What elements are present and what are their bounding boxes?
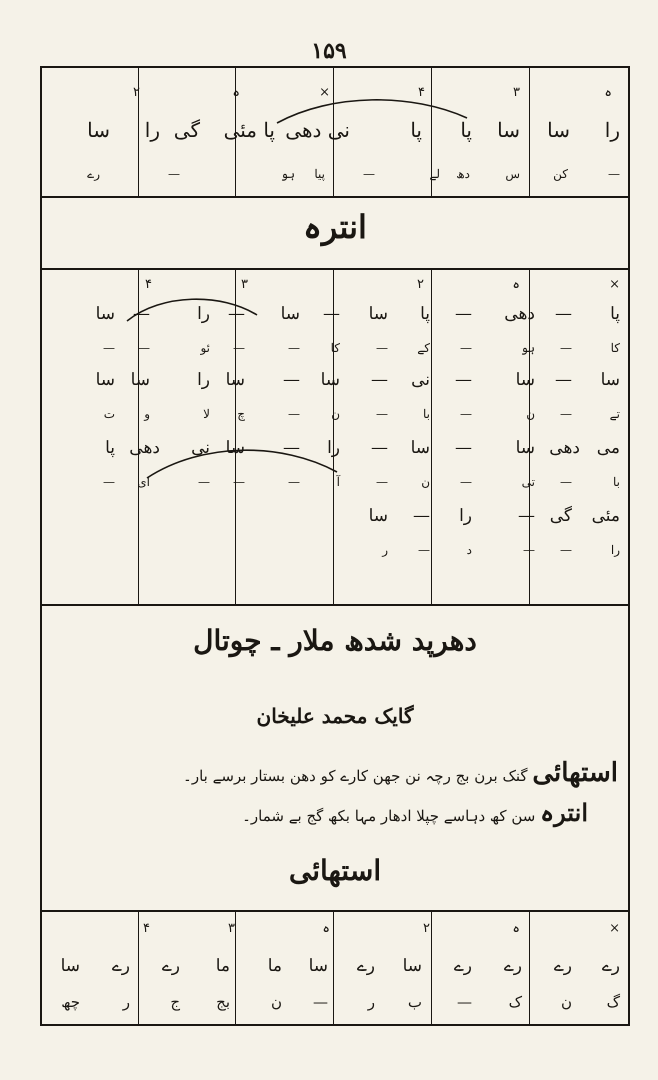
lyric-cell: —: [460, 407, 472, 421]
note-cell: —: [323, 304, 340, 324]
note-cell: سا: [402, 956, 422, 976]
lyric-cell: لا: [203, 407, 210, 421]
note-cell: رے: [503, 956, 522, 976]
lyric-cell: لے: [429, 167, 440, 181]
note-cell: سا: [225, 438, 245, 458]
sthai-label: استھائی: [532, 758, 618, 788]
divider: [42, 196, 628, 198]
lyric-cell: —: [560, 341, 572, 355]
note-cell: نی: [191, 438, 210, 458]
lyric-cell: کن: [553, 167, 568, 181]
lyric-cell: —: [460, 475, 472, 489]
note-cell: گی: [173, 118, 200, 142]
beat-mark: ×: [319, 85, 330, 100]
lyric-cell: گ: [606, 993, 620, 1011]
beat-mark: ۳: [513, 85, 520, 100]
note-cell: —: [371, 370, 388, 390]
beat-mark: ہ: [232, 85, 240, 100]
note-cell: نی دھی: [285, 118, 350, 142]
lyric-cell: ج: [170, 993, 180, 1011]
lyric-cell: ئو: [200, 341, 210, 355]
note-cell: —: [555, 304, 572, 324]
lyric-cell: —: [376, 475, 388, 489]
sthai-heading: استھائی: [288, 854, 382, 887]
lyric-cell: —: [608, 167, 620, 181]
sthai-lyrics-row: [42, 988, 628, 1016]
note-cell: را: [144, 118, 160, 142]
antra-heading: انترہ: [303, 208, 367, 246]
beat-mark: ۲: [423, 921, 430, 936]
lyric-cell: —: [560, 407, 572, 421]
lyric-cell: ہو: [520, 341, 535, 355]
lyric-cell: با: [613, 475, 620, 489]
note-cell: پا مئی: [223, 118, 275, 142]
top-lyrics-row: [42, 160, 628, 186]
lyric-cell: آ: [336, 475, 340, 489]
note-cell: سا: [497, 118, 520, 142]
note-cell: دھی: [129, 438, 160, 458]
lyric-cell: کا: [330, 341, 340, 355]
lyric-cell: —: [376, 407, 388, 421]
note-cell: پا: [460, 118, 472, 142]
sthai-notes-row: [42, 952, 628, 982]
lyric-cell: —: [168, 167, 180, 181]
note-cell: سا: [547, 118, 570, 142]
antra-row: [42, 300, 628, 328]
lyric-cell: را: [610, 543, 620, 557]
antra-row: [42, 468, 628, 496]
note-cell: —: [133, 304, 150, 324]
beat-mark: ہ: [512, 277, 520, 292]
lyric-cell: ای: [137, 475, 150, 489]
lyric-cell: —: [523, 543, 535, 557]
lyric-cell: —: [560, 543, 572, 557]
note-cell: پا: [420, 304, 430, 324]
lyric-cell: چ: [237, 407, 245, 421]
notation-frame: [40, 66, 630, 1026]
note-cell: —: [455, 370, 472, 390]
antra-row: [42, 434, 628, 462]
lyric-cell: —: [233, 475, 245, 489]
beat-mark: ۴: [145, 277, 152, 292]
lyric-cell: —: [288, 341, 300, 355]
sthai-beat-row: [42, 918, 628, 940]
lyric-cell: ن: [526, 407, 535, 421]
note-cell: را: [604, 118, 620, 142]
note-cell: —: [228, 304, 245, 324]
lyric-cell: —: [418, 543, 430, 557]
note-cell: —: [413, 506, 430, 526]
lyric-cell: —: [560, 475, 572, 489]
lyric-cell: کے: [417, 341, 430, 355]
lyric-cell: —: [198, 475, 210, 489]
note-cell: پا: [410, 118, 422, 142]
lyric-cell: —: [233, 341, 245, 355]
beat-mark: ×: [609, 277, 620, 292]
note-cell: سا: [515, 370, 535, 390]
lyric-cell: ن: [421, 475, 430, 489]
note-cell: رے: [553, 956, 572, 976]
antra-row: [42, 334, 628, 362]
note-cell: گی: [549, 506, 572, 526]
sthai-text: گنک برن بج رچہ نن جھن کارے کو دھن بستار برسے بار۔: [183, 767, 528, 785]
note-cell: رے: [111, 956, 130, 976]
lyric-cell: ر: [382, 543, 388, 557]
lyric-cell: —: [376, 341, 388, 355]
lyric-cell: س: [505, 167, 520, 181]
lyric-cell: ن: [331, 407, 340, 421]
beat-mark: ۳: [228, 921, 235, 936]
note-cell: نی: [411, 370, 430, 390]
note-cell: —: [283, 370, 300, 390]
note-cell: رے: [161, 956, 180, 976]
lyric-cell: —: [363, 167, 375, 181]
lyrics-sthai: [42, 758, 628, 788]
antra-label: انترہ: [540, 798, 588, 827]
beat-mark: ہ: [322, 921, 330, 936]
note-cell: —: [283, 438, 300, 458]
lyric-cell: —: [103, 475, 115, 489]
note-cell: سا: [600, 370, 620, 390]
lyric-cell: —: [103, 341, 115, 355]
lyric-cell: رے: [87, 167, 100, 181]
note-cell: را: [197, 370, 210, 390]
slur-arc: [272, 88, 472, 128]
antra-notes: [42, 300, 628, 600]
lyric-cell: —: [313, 993, 328, 1011]
note-cell: می: [596, 438, 620, 458]
lyric-cell: —: [457, 993, 472, 1011]
lyric-cell: —: [288, 475, 300, 489]
note-cell: دھی: [504, 304, 535, 324]
lyric-cell: و: [144, 407, 150, 421]
note-cell: را: [197, 304, 210, 324]
note-cell: —: [555, 370, 572, 390]
note-cell: مئی: [591, 506, 620, 526]
divider: [42, 604, 628, 606]
note-cell: سا: [130, 370, 150, 390]
note-cell: سا: [410, 438, 430, 458]
lyric-cell: بج: [216, 993, 230, 1011]
note-cell: ما: [267, 956, 282, 976]
lyric-cell: دھ: [456, 167, 470, 181]
note-cell: —: [455, 438, 472, 458]
beat-mark: ہ: [512, 921, 520, 936]
note-cell: —: [518, 506, 535, 526]
lyric-cell: —: [138, 341, 150, 355]
lyric-cell: تے: [609, 407, 620, 421]
note-cell: ما: [215, 956, 230, 976]
lyric-cell: —: [460, 341, 472, 355]
antra-row: [42, 400, 628, 428]
lyric-cell: با: [423, 407, 430, 421]
note-cell: دھی: [549, 438, 580, 458]
note-cell: رے: [453, 956, 472, 976]
note-cell: را: [327, 438, 340, 458]
beat-mark: ۴: [143, 921, 150, 936]
note-cell: رے: [601, 956, 620, 976]
lyrics-antra: [42, 798, 628, 827]
lyric-cell: ہو: [280, 167, 295, 181]
antra-text: سن کھ دہاسے چپلا ادھار مہا بکھ گج بے شمار۔: [242, 807, 536, 825]
antra-row: [42, 366, 628, 394]
antra-row: [42, 502, 628, 530]
note-cell: سا: [60, 956, 80, 976]
note-cell: سا: [320, 370, 340, 390]
singer-line: گایک محمد علیخان: [256, 704, 414, 728]
beat-mark: ×: [609, 921, 620, 936]
note-cell: سا: [87, 118, 110, 142]
note-cell: —: [455, 304, 472, 324]
note-cell: سا: [515, 438, 535, 458]
antra-row: [42, 536, 628, 564]
note-cell: —: [371, 438, 388, 458]
lyric-cell: ن: [270, 993, 282, 1011]
lyric-cell: د: [466, 543, 472, 557]
lyric-cell: پیا: [314, 167, 325, 181]
note-cell: پا: [105, 438, 115, 458]
note-cell: سا: [95, 304, 115, 324]
lyric-cell: ر: [367, 993, 375, 1011]
lyric-cell: ن: [560, 993, 572, 1011]
note-cell: سا: [308, 956, 328, 976]
beat-mark: ۲: [133, 85, 140, 100]
note-cell: سا: [280, 304, 300, 324]
note-cell: سا: [95, 370, 115, 390]
lyric-cell: چھ: [61, 993, 80, 1011]
lyric-cell: —: [288, 407, 300, 421]
song-title: دھرپد شدھ ملار ـ چوتال: [193, 624, 477, 657]
beat-mark: ۴: [418, 85, 425, 100]
lyric-cell: ت: [103, 407, 115, 421]
beat-mark: ۲: [417, 277, 424, 292]
note-cell: سا: [368, 506, 388, 526]
note-cell: سا: [368, 304, 388, 324]
lyric-cell: تی: [521, 475, 535, 489]
note-cell: سا: [225, 370, 245, 390]
lyric-cell: ر: [122, 993, 130, 1011]
beat-mark: ہ: [604, 85, 612, 100]
note-cell: رے: [356, 956, 375, 976]
page-number: ۱۵۹: [311, 38, 347, 64]
beat-mark: ۳: [241, 277, 248, 292]
note-cell: پا: [610, 304, 620, 324]
note-cell: را: [459, 506, 472, 526]
lyric-cell: کا: [610, 341, 620, 355]
lyric-cell: ک: [508, 993, 522, 1011]
lyric-cell: ب: [407, 993, 422, 1011]
